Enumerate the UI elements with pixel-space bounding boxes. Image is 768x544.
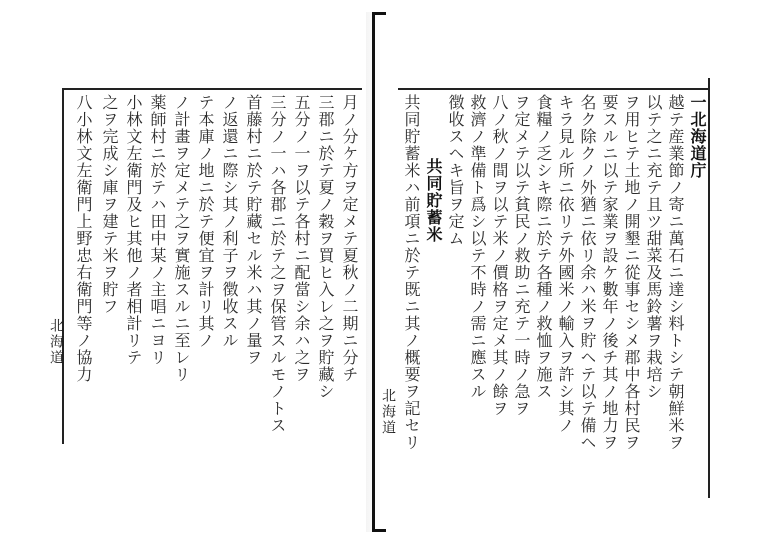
left-column-10: 小林文左衛門及ヒ其他ノ者相計リテ	[124, 94, 143, 366]
left-page-left-border	[62, 88, 64, 444]
left-margin-label: 北海道	[48, 318, 64, 366]
gutter-rule-top	[372, 12, 386, 15]
left-column-8: ノ計畫ヲ定メテ之ヲ實施スルニ至レリ	[172, 94, 191, 383]
left-column-3: 五分ノ一ヲ以テ各村ニ配當シ余ハ之ヲ	[292, 94, 311, 383]
right-column-7: キラ見ル所ニ依リテ外國米ノ輸入ヲ許シ其ノ	[556, 94, 575, 434]
right-column-2: 越テ産業節ノ寄ニ萬石ニ達シ料トシテ朝鮮米ヲ	[666, 94, 685, 451]
right-column-13: 共同貯蓄米	[424, 158, 443, 243]
right-page	[380, 88, 710, 500]
gutter-rule	[372, 12, 375, 532]
left-column-1: 月ノ分ケ方ヲ定メテ夏秋ノ二期ニ分チ	[340, 94, 359, 383]
left-page	[48, 88, 362, 500]
left-page-top-border	[62, 88, 362, 90]
left-column-7: テ本庫ノ地ニ於テ便宜ヲ計リ其ノ	[196, 94, 215, 349]
right-column-1: 一北海道庁	[688, 94, 707, 179]
right-column-6: 名ク除クノ外猶ニ依リ余ハ米ヲ貯ヘテ以テ備ヘ	[578, 94, 597, 451]
right-column-8: 食糧ノ乏シキ際ニ於テ各種ノ救恤ヲ施ス	[534, 94, 553, 400]
left-column-9: 薬師村ニ於テハ田中某ノ主唱ニヨリ	[148, 94, 167, 366]
right-column-3: 以テ之ニ充テ且ツ甜菜及馬鈴薯ヲ栽培シ	[644, 94, 663, 400]
gutter-rule-bottom	[372, 529, 386, 532]
left-column-6: ノ返還ニ際シ其ノ利子ヲ徴收スル	[220, 94, 239, 349]
right-column-4: ヲ用ヒテ土地ノ開墾ニ從事セシメ郡中各村民ヲ	[622, 94, 641, 451]
right-column-9: ヲ定メテ以テ貧民ノ救助ニ充テ一時ノ急ヲ	[512, 94, 531, 417]
left-column-11: 之ヲ完成シ庫ヲ建テ米ヲ貯フ	[100, 94, 119, 315]
left-column-5: 首藤村ニ於テ貯藏セル米ハ其ノ量ヲ	[244, 94, 263, 366]
right-column-14: 共同貯蓄米ハ前項ニ於テ既ニ其ノ概要ヲ記セリ	[402, 94, 421, 451]
right-page-top-border	[398, 88, 710, 90]
left-column-2: 三郡ニ於テ夏ノ穀ヲ買ヒ入レ之ヲ貯藏シ	[316, 94, 335, 400]
right-margin-label: 北海道	[380, 388, 396, 436]
right-column-12: 徴收スヘキ旨ヲ定ム	[446, 94, 465, 247]
left-column-12: 八小林文左衛門上野忠右衛門等ノ協力	[74, 94, 93, 383]
right-column-11: 救濟ノ準備ト爲シ以テ不時ノ需ニ應スル	[468, 94, 487, 400]
left-column-4: 三分ノ一ハ各郡ニ於テ之ヲ保管スルモノトス	[268, 94, 287, 434]
right-column-5: 要スルニ以テ家業ヲ設ケ數年ノ後チ其ノ地力ヲ	[600, 94, 619, 451]
right-page-right-border	[708, 78, 710, 498]
right-column-10: 八ノ秋ノ間ヲ以テ米ノ價格ヲ定メ其ノ餘ヲ	[490, 94, 509, 417]
